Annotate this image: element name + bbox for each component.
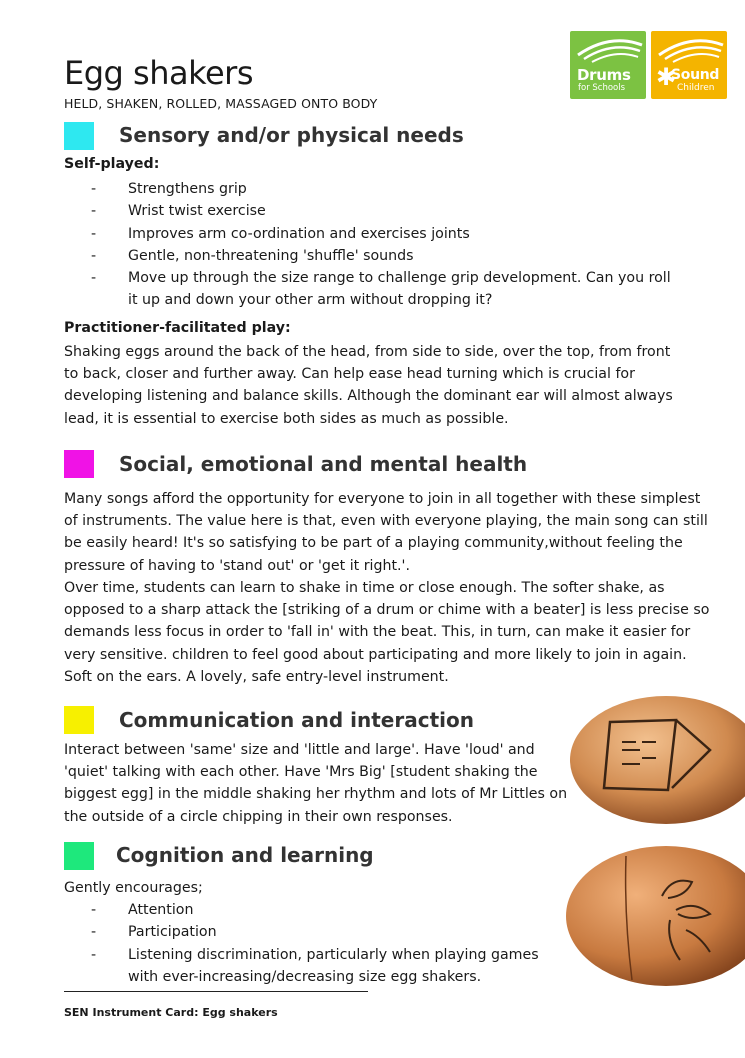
social-paragraph-1: Many songs afford the opportunity for everyone to join in all together with these simplest of instruments. The value here is that, even with everyone playing, the main song can still be easily heard! It's so satisfying to be part of a playing community,without feeling the pressure of having to 'stand out' or 'get it right.'. [64,491,708,574]
communication-text: Interact between 'same' size and 'little and large'. Have 'loud' and 'quiet' talking with each other. Have 'Mrs Big' [student shaking the biggest egg] in the middle shaking her rhythm and lots of Mr Littles on the outside of a circle chipping in their own responses. [64,742,568,825]
swoosh-icon [651,31,727,67]
social-section-title: Social, emotional and mental health [119,452,528,476]
social-color-square [64,450,94,478]
logo-drums-line2: for Schools [578,83,626,93]
drums-for-schools-logo [570,31,646,99]
list-item: - Move up through the size range to challenge grip development. Can you roll it up and down your other arm without dropping it? [64,267,684,312]
communication-section-title: Communication and interaction [119,708,474,732]
self-played-list [64,178,684,312]
cognition-list [64,899,554,988]
cognition-color-square [64,842,94,870]
list-item: - Attention [64,899,554,921]
list-item: - Improves arm co-ordination and exercises joints [64,223,684,245]
child-figure-icon: ✱ [656,63,677,91]
communication-color-square [64,706,94,734]
logo-sound-line1: Sound [671,67,720,83]
social-paragraph-2: Over time, students can learn to shake in time or close enough. The softer shake, as opposed to a sharp attack the [striking of a drum or chime with a beater] is less precise so demands less focus in order to 'fall in' with the beat. This, in turn, can make it easier for very sensitive. children to feel good about participating and more likely to join in again. Soft on the ears. A lovely, safe entry-level instrument. [64,580,710,685]
footer-divider [64,991,368,992]
cognition-section-title: Cognition and learning [116,843,374,867]
list-item: - Participation [64,921,554,943]
practitioner-text: Shaking eggs around the back of the head, from side to side, over the top, from front to back, closer and further away. Can help ease head turning which is crucial for developing listening and balance skills. Although the dominant ear will almost always lead, it is essential to exercise both sides as much as possible. [64,344,673,427]
egg-shaker-image-1 [568,692,745,830]
practitioner-label: Practitioner-facilitated play: [64,320,291,336]
swoosh-icon [570,31,646,67]
sound-children-logo [651,31,727,99]
sensory-section-title: Sensory and/or physical needs [119,123,464,147]
list-item: - Gentle, non-threatening 'shuffle' sounds [64,245,684,267]
list-item: - Wrist twist exercise [64,200,684,222]
sensory-color-square [64,122,94,150]
egg-shaker-image-2 [566,840,745,988]
self-played-label: Self-played: [64,156,160,172]
page-subtitle: HELD, SHAKEN, ROLLED, MASSAGED ONTO BODY [64,96,378,111]
cognition-intro: Gently encourages; [64,880,203,896]
logo-drums-line1: Drums [577,66,631,84]
page-title: Egg shakers [64,54,253,92]
footer-text: SEN Instrument Card: Egg shakers [64,1006,278,1019]
logo-sound-line2: Children [677,83,715,93]
list-item: - Strengthens grip [64,178,684,200]
list-item: - Listening discrimination, particularly when playing games with ever-increasing/decreasing size egg shakers. [64,944,554,989]
